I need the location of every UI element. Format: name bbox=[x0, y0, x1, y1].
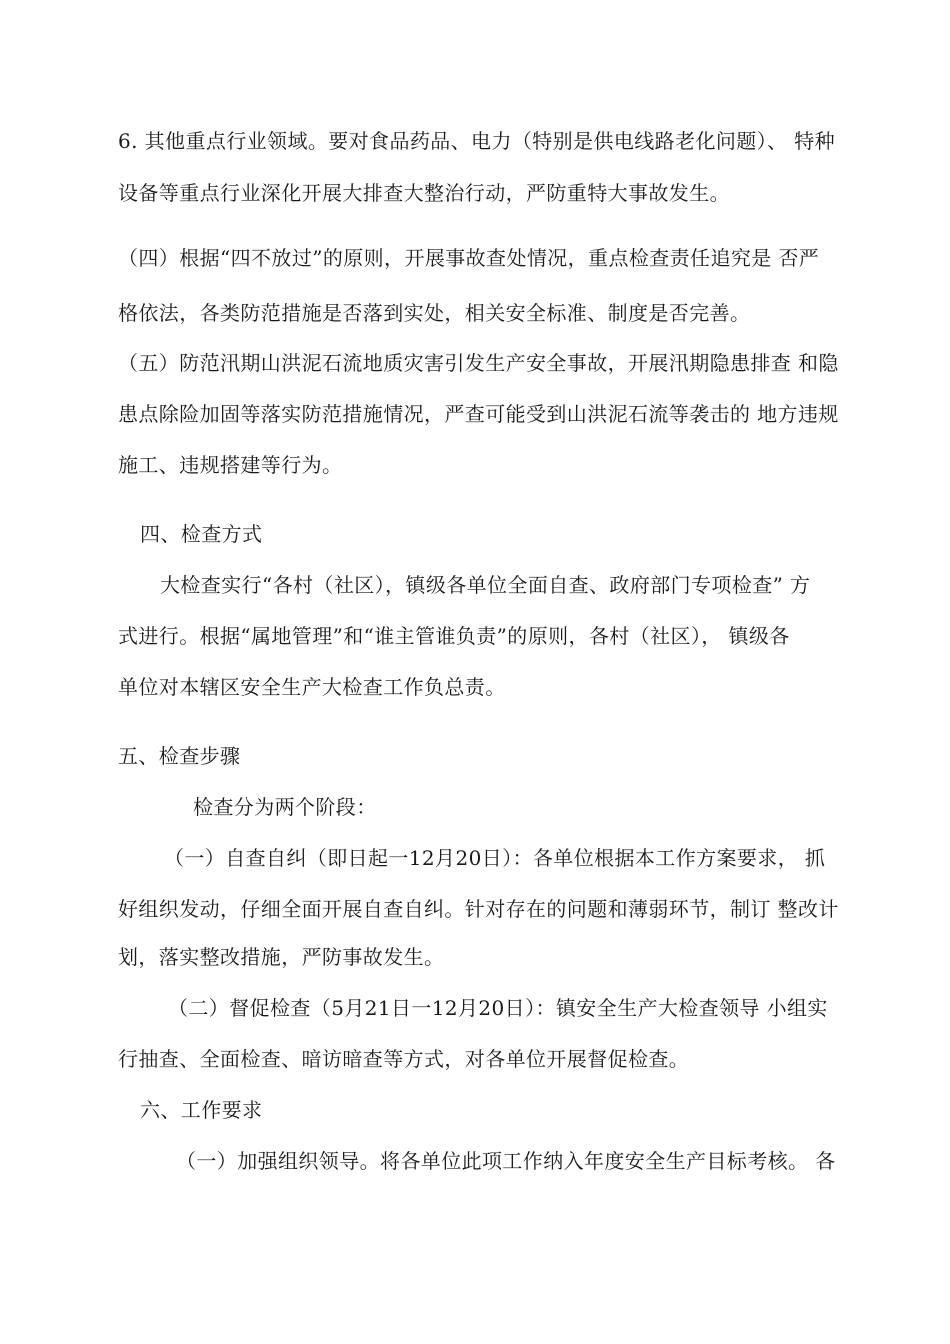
text-line: （一）自查自纠（即日起一12月20日）：各单位根据本工作方案要求， 抓 bbox=[164, 846, 826, 870]
text-line: 格依法，各类防范措施是否落到实处，相关安全标准、制度是否完善。 bbox=[118, 301, 751, 325]
text-line: 施工、违规搭建等行为。 bbox=[118, 453, 343, 477]
text-line: 行抽查、全面检查、暗访暗查等方式，对各单位开展督促检查。 bbox=[118, 1047, 690, 1071]
text-line: 6. 其他重点行业领域。要对食品药品、电力（特别是供电线路老化问题）、 特种 bbox=[118, 129, 835, 153]
text-line: 式进行。根据“属地管理”和“谁主管谁负责”的原则，各村（社区）， 镇级各 bbox=[118, 624, 790, 648]
text-line: 划，落实整改措施，严防事故发生。 bbox=[118, 945, 445, 969]
text-line: （五）防范汛期山洪泥石流地质灾害引发生产安全事故，开展汛期隐患排查 和隐 bbox=[118, 351, 839, 375]
text-line: 患点除险加固等落实防范措施情况，严查可能受到山洪泥石流等袭击的 地方违规 bbox=[118, 402, 839, 426]
text-line: 单位对本辖区安全生产大检查工作负总责。 bbox=[118, 675, 506, 699]
section-heading: 四、检查方式 bbox=[140, 522, 263, 546]
text-line: （二）督促检查（5月21日一12月20日）：镇安全生产大检查领导 小组实 bbox=[168, 996, 828, 1020]
section-heading: 六、工作要求 bbox=[140, 1098, 263, 1122]
text-line: 好组织发动，仔细全面开展自查自纠。针对存在的问题和薄弱环节，制订 整改计 bbox=[118, 897, 839, 921]
text-line: 设备等重点行业深化开展大排查大整治行动，严防重特大事故发生。 bbox=[118, 181, 730, 205]
text-line: 大检查实行“各村（社区），镇级各单位全面自查、政府部门专项检查” 方 bbox=[160, 573, 811, 597]
text-line: 检查分为两个阶段： bbox=[193, 795, 377, 819]
section-heading: 五、检查步骤 bbox=[118, 744, 241, 768]
text-line: （四）根据“四不放过”的原则，开展事故查处情况，重点检查责任追究是 否严 bbox=[118, 246, 820, 270]
text-line: （一）加强组织领导。将各单位此项工作纳入年度安全生产目标考核。 各 bbox=[176, 1149, 836, 1173]
